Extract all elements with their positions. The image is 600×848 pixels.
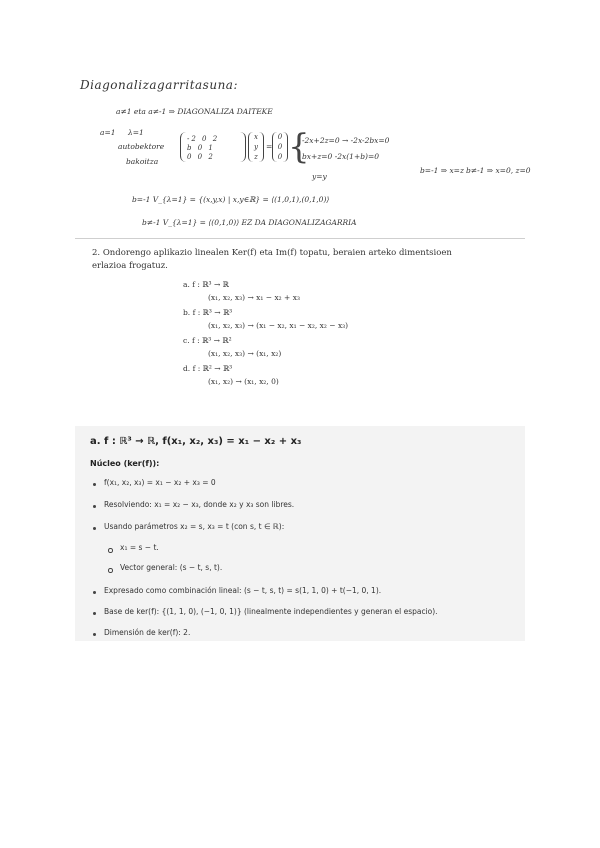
matrix-row: b 0 1 bbox=[187, 144, 215, 152]
notes-line-1: a≠1 eta a≠-1 ⇒ DIAGONALIZA DAITEKE bbox=[116, 107, 273, 116]
notes-y-free: y=y bbox=[312, 172, 327, 181]
item-rule: (x₁, x₂, x₃) → x₁ − x₂ + x₃ bbox=[208, 293, 300, 302]
item-rule: (x₁, x₂, x₃) → (x₁ − x₂, x₁ − x₂, x₂ − x₃) bbox=[208, 321, 349, 330]
notes-autobektore: autobektore bbox=[118, 142, 165, 151]
bullet-params: Usando parámetros x₂ = s, x₃ = t (con s, t ∈ ℝ): bbox=[104, 522, 285, 531]
sub-bullet-dot bbox=[108, 548, 113, 553]
bullet-kernel-basis: Base de ker(f): {(1, 1, 0), (−1, 0, 1)} (linealmente independientes y generan el espacio). bbox=[104, 607, 438, 616]
notes-bakoitza: bakoitza bbox=[126, 157, 159, 166]
bullet-dot bbox=[93, 633, 96, 636]
exercise-number: 2. bbox=[92, 248, 101, 258]
bullet-equation: f(x₁, x₂, x₃) = x₁ − x₂ + x₃ = 0 bbox=[104, 478, 216, 487]
vector-entry: y bbox=[254, 143, 258, 151]
item-rule: (x₁, x₂, x₃) → (x₁, x₂) bbox=[208, 349, 282, 358]
vector-entry: 0 bbox=[277, 153, 283, 161]
vector-zero bbox=[272, 132, 288, 162]
notes-v-line: b=-1 V_{λ=1} = {(x,y,x) | x,y∈ℝ} = ⟨(1,0,1),(0,1,0)⟩ bbox=[132, 195, 330, 204]
item-map: f : ℝ³ → ℝ bbox=[192, 280, 229, 289]
bullet-dot bbox=[93, 483, 96, 486]
notes-b-other: b≠-1 ⇒ x=0, z=0 bbox=[466, 166, 531, 175]
notes-eq-2: bx+z=0 -2x(1+b)=0 bbox=[302, 152, 380, 161]
item-map: f : ℝ³ → ℝ³ bbox=[192, 308, 233, 317]
notes-cond-a: a=1 bbox=[100, 128, 116, 137]
exercise-text: Ondorengo aplikazio linealen Ker(f) eta Im(f) topatu, beraien arteko dimentsioen erlazioa frogatuz. bbox=[92, 248, 452, 271]
item-label: a. bbox=[183, 280, 190, 289]
bullet-dot bbox=[93, 612, 96, 615]
vector-entry: x bbox=[254, 133, 258, 141]
matrix-row: 0 0 2 bbox=[187, 153, 215, 161]
item-map: f : ℝ² → ℝ³ bbox=[192, 364, 233, 373]
bullet-resolve: Resolviendo: x₁ = x₂ − x₃, donde x₂ y x₃ son libres. bbox=[104, 500, 295, 509]
bullet-dot bbox=[93, 505, 96, 508]
bullet-linear-combination: Expresado como combinación lineal: (s − t, s, t) = s(1, 1, 0) + t(−1, 0, 1). bbox=[104, 586, 382, 595]
notes-eq-1: -2x+2z=0 → -2x-2bx=0 bbox=[302, 136, 390, 145]
item-label: d. bbox=[183, 364, 191, 373]
bullet-dot bbox=[93, 527, 96, 530]
notes-cond-lambda: λ=1 bbox=[128, 128, 144, 137]
bullet-kernel-dimension: Dimensión de ker(f): 2. bbox=[104, 628, 191, 637]
exercise-item-b bbox=[183, 308, 232, 317]
equals-sign: = bbox=[266, 142, 273, 151]
item-rule: (x₁, x₂) → (x₁, x₂, 0) bbox=[208, 377, 279, 386]
sub-bullet-dot bbox=[108, 568, 113, 573]
item-label: c. bbox=[183, 336, 190, 345]
exercise-item-a bbox=[183, 280, 229, 289]
kernel-subheading: Núcleo (ker(f)): bbox=[90, 459, 160, 468]
bullet-dot bbox=[93, 591, 96, 594]
item-label: b. bbox=[183, 308, 191, 317]
sub-bullet-general-vector: Vector general: (s − t, s, t). bbox=[120, 563, 223, 572]
section-divider bbox=[75, 238, 525, 239]
solution-heading: a. f : ℝ³ → ℝ, f(x₁, x₂, x₃) = x₁ − x₂ + x₃ bbox=[90, 436, 302, 447]
exercise-item-d bbox=[183, 364, 232, 373]
notes-title: Diagonalizagarritasuna: bbox=[80, 78, 238, 92]
matrix-row: -2 0 2 bbox=[187, 135, 220, 143]
exercise-statement bbox=[92, 247, 472, 273]
vector-entry: 0 bbox=[277, 133, 283, 141]
vector-entry: z bbox=[254, 153, 258, 161]
item-map: f : ℝ³ → ℝ² bbox=[191, 336, 232, 345]
system-brace: { bbox=[288, 127, 310, 167]
vector-entry: 0 bbox=[277, 143, 283, 151]
sub-bullet-x1: x₁ = s − t. bbox=[120, 543, 159, 552]
exercise-item-c bbox=[183, 336, 232, 345]
vector-xyz bbox=[248, 132, 264, 162]
eigen-matrix bbox=[180, 132, 246, 162]
notes-b-minus: b=-1 ⇒ x=z bbox=[420, 166, 464, 175]
notes-nd-line: b≠-1 V_{λ=1} = ⟨(0,1,0)⟩ EZ DA DIAGONALIZAGARRIA bbox=[142, 218, 357, 227]
